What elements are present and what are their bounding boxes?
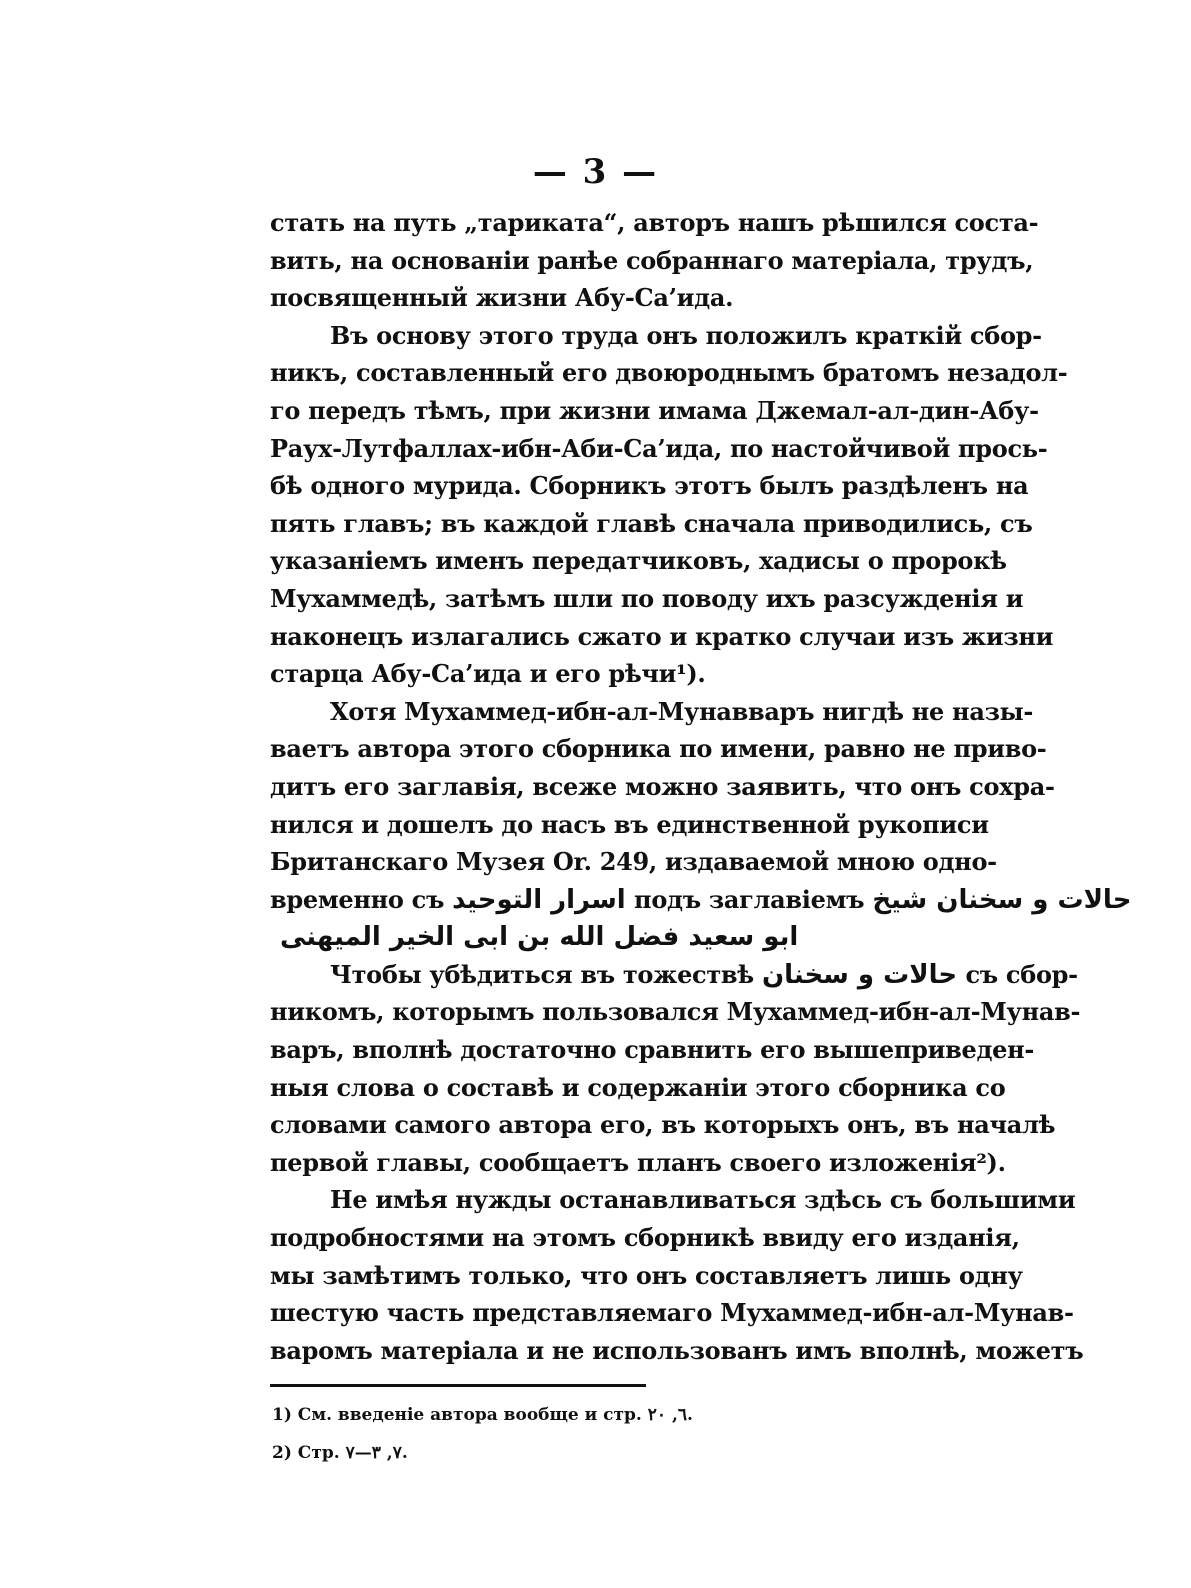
arabic-text-line — [270, 918, 960, 956]
text-line: ваетъ автора этого сборника по имени, равно не приво- — [270, 734, 1047, 764]
text-line: подробностями на этомъ сборникѣ ввиду его изданія, — [270, 1223, 1020, 1253]
mixed-text-line — [270, 881, 1132, 919]
mixed-text-line — [270, 956, 1078, 994]
text-fragment: подъ заглавіемъ — [634, 884, 865, 914]
text-line: стать на путь „тариката“, авторъ нашъ рѣшился соста- — [270, 208, 1039, 237]
text-line: шестую часть представляемаго Мухаммед-ибн-ал-Мунав- — [270, 1298, 1074, 1328]
text-line: указаніемъ именъ передатчиковъ, хадисы о пророкѣ — [270, 546, 1007, 576]
text-line: го передъ тѣмъ, при жизни имама Джемал-ал-дин-Абу- — [270, 395, 1039, 425]
text-line: варомъ матеріала и не использованъ имъ вполнѣ, можетъ — [270, 1335, 1084, 1365]
arabic-title-fragment: حالات و سخنان شيخ — [872, 884, 1132, 915]
text-line: Раух-Лутфаллах-ибн-Аби-Са’ида, по настойчивой прось- — [270, 433, 1048, 463]
text-line: Въ основу этого труда онъ положилъ краткій сбор- — [330, 320, 1042, 350]
text-fragment: Чтобы убѣдиться въ тожествѣ — [330, 959, 754, 989]
text-line: первой главы, сообщаетъ планъ своего изложенія²). — [270, 1147, 1006, 1177]
page-number: — 3 — — [532, 152, 659, 192]
text-line: вить, на основаніи ранѣе собраннаго матеріала, трудъ, — [270, 245, 1034, 275]
text-line: варъ, вполнѣ достаточно сравнить его вышеприведен- — [270, 1035, 1035, 1065]
arabic-title-fragment: ابو سعيد فضل الله بن ابى الخير الميهنى — [280, 922, 799, 953]
footnote-rule — [270, 1384, 646, 1387]
text-line: Не имѣя нужды останавливаться здѣсь съ большими — [330, 1185, 1076, 1215]
text-line: пять главъ; въ каждой главѣ сначала приводились, съ — [270, 508, 1033, 538]
text-line: дитъ его заглавія, всеже можно заявить, что онъ сохра- — [270, 771, 1055, 801]
text-line: Британскаго Музея Or. 249, издаваемой мною одно- — [270, 847, 997, 877]
footnote: 2) Стр. ٧, ٣—٧. — [272, 1443, 408, 1463]
arabic-title-fragment: اسرار التوحيد — [452, 884, 626, 915]
footnotes — [272, 1396, 962, 1472]
body-text — [270, 204, 1132, 1369]
text-line: нился и дошелъ до насъ въ единственной рукописи — [270, 809, 989, 839]
text-line: никъ, составленный его двоюроднымъ братомъ незадол- — [270, 358, 1068, 388]
text-fragment: временно съ — [270, 884, 445, 914]
text-fragment: съ сбор- — [965, 959, 1078, 989]
text-line: Хотя Мухаммед-ибн-ал-Мунавваръ нигдѣ не назы- — [330, 696, 1034, 726]
text-line: словами самого автора его, въ которыхъ онъ, въ началѣ — [270, 1110, 1056, 1140]
text-line: никомъ, которымъ пользовался Мухаммед-ибн-ал-Мунав- — [270, 997, 1081, 1027]
text-line: ныя слова о составѣ и содержаніи этого сборника со — [270, 1072, 1006, 1102]
footnote: 1) См. введеніе автора вообще и стр. ٦, ٢٠. — [272, 1405, 693, 1425]
text-line: посвященный жизни Абу-Са’ида. — [270, 283, 734, 313]
text-line: мы замѣтимъ только, что онъ составляетъ лишь одну — [270, 1260, 1023, 1290]
arabic-title-fragment: حالات و سخنان — [761, 959, 958, 990]
text-line: Мухаммедѣ, затѣмъ шли по поводу ихъ разсужденія и — [270, 583, 1024, 613]
text-line: бѣ одного мурида. Сборникъ этотъ былъ раздѣленъ на — [270, 471, 1029, 501]
text-line: старца Абу-Са’ида и его рѣчи¹). — [270, 659, 706, 689]
text-line: наконецъ излагались сжато и кратко случаи изъ жизни — [270, 621, 1054, 651]
